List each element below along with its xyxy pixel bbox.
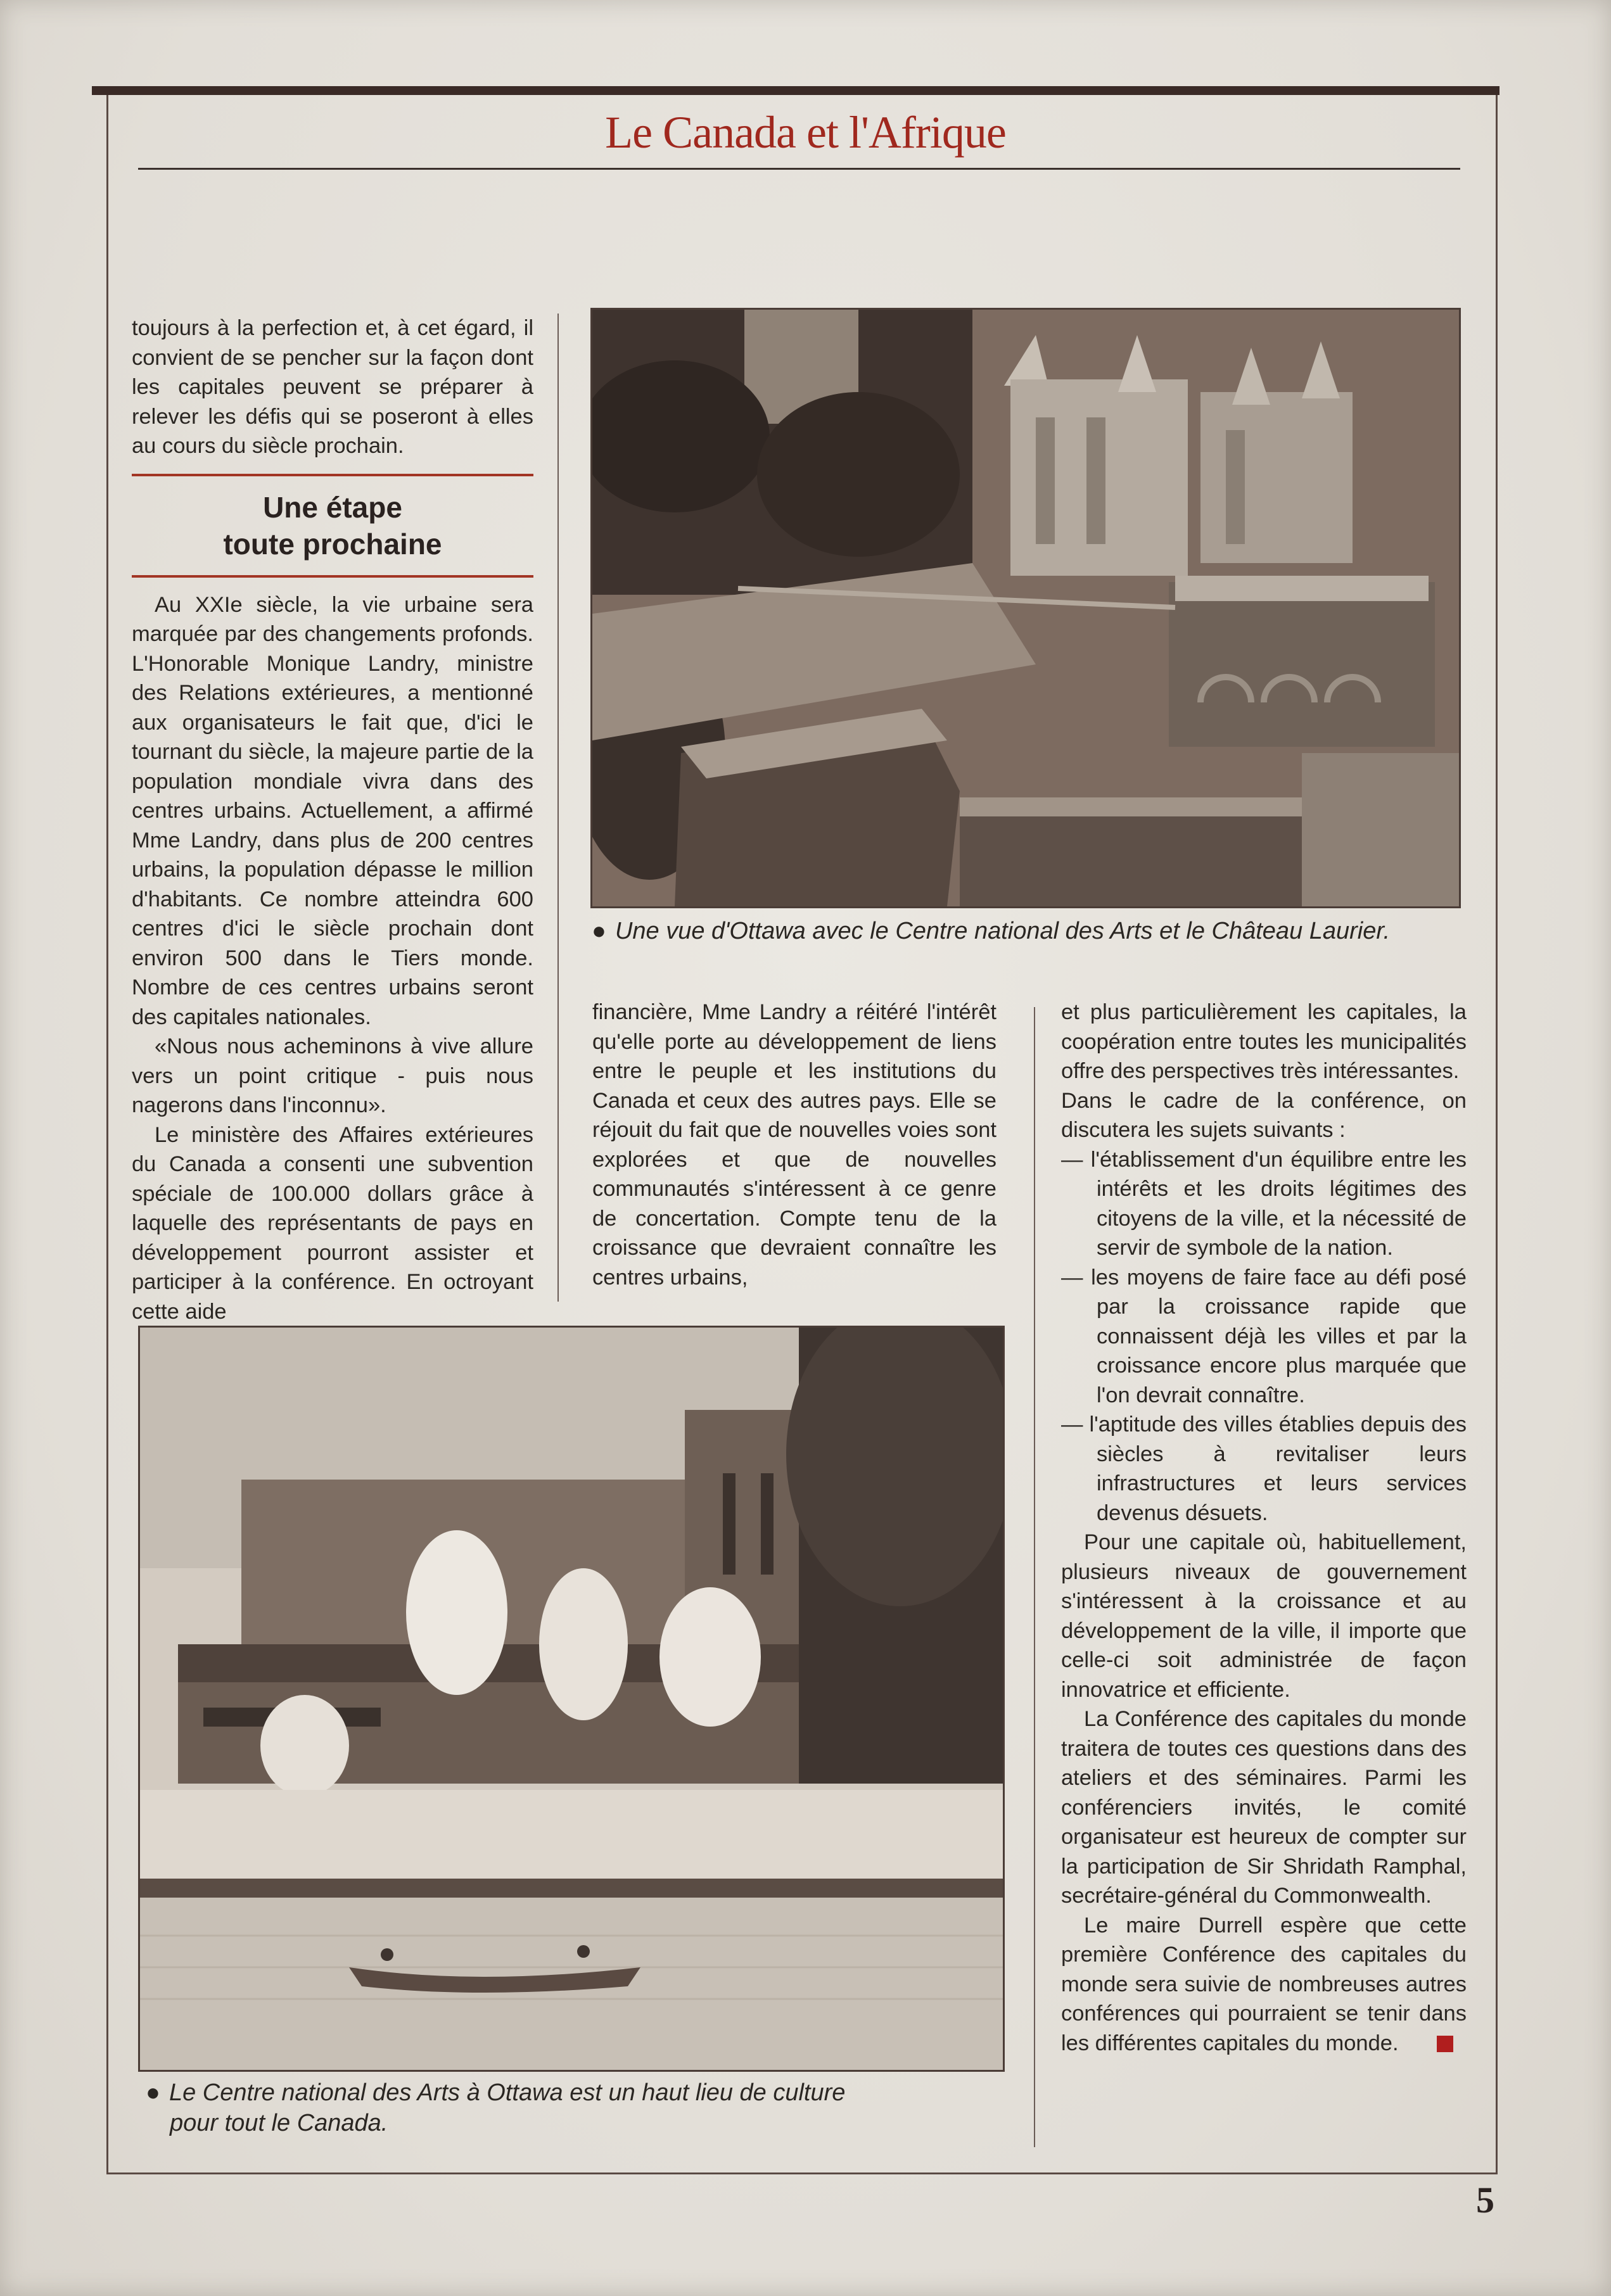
paragraph: et plus particulièrement les capitales, la coopération entre toutes les municipalités offre des perspectives très intéressantes. <box>1061 1000 1467 1083</box>
bullet-icon: ● <box>146 2079 160 2106</box>
topic-item: — les moyens de faire face au défi posé par la croissance rapide que connaissent déjà les villes et par la croissance encore plus marquée que l'on devrait connaître. <box>1061 1265 1467 1407</box>
column-3 <box>1061 998 1467 2058</box>
paragraph: Dans le cadre de la conférence, on discutera les sujets suivants : <box>1061 1088 1467 1142</box>
section-title-line-1: Une étape <box>263 490 402 524</box>
paragraph: La Conférence des capitales du monde traitera de toutes ces questions dans des ateliers et des séminaires. Parmi les conférenciers invités, le comité organisateur est heureux de compter sur la participation de Sir Shridath Ramphal, secrétaire-général du Commonwealth. <box>1061 1707 1467 1908</box>
photo2-caption-text-1: Le Centre national des Arts à Ottawa est un haut lieu de culture <box>169 2079 846 2106</box>
column-2 <box>592 998 997 1292</box>
photo2-caption <box>146 2077 1001 2138</box>
paragraph: «Nous nous acheminons à vive allure vers un point critique - puis nous nagerons dans l'inconnu». <box>132 1034 533 1117</box>
section-title <box>132 489 533 562</box>
bullet-icon: ● <box>592 918 606 944</box>
column-divider <box>557 314 559 1302</box>
ottawa-aerial-image <box>592 310 1459 906</box>
final-paragraph-text: Le maire Durrell espère que cette première Conférence des capitales du monde sera suivie de nombreuses autres conférences qui pourraient se tenir dans les différentes capitales du monde. <box>1061 1913 1467 2055</box>
section-title-line-2: toute prochaine <box>223 527 442 561</box>
photo-arts-centre <box>138 1326 1005 2072</box>
intro-paragraph: toujours à la perfection et, à cet égard, il convient de se pencher sur la façon dont les capitales peuvent se préparer à relever les défis qui se poseront à elles au cours du siècle prochain. <box>132 316 533 458</box>
section-rule-top <box>132 474 533 476</box>
paragraph: financière, Mme Landry a réitéré l'intérêt qu'elle porte au développement de liens entre le peuple et les institutions du Canada et ceux des autres pays. Elle se réjouit du fait que de nouvelles voies sont explorées et que de nouvelles communautés s'intéressent à ce genre de concertation. Compte tenu de la croissance que devraient connaître les centres urbains, <box>592 1000 997 1290</box>
top-rule <box>92 86 1500 95</box>
paragraph: Le ministère des Affaires extérieures du Canada a consenti une subvention spéciale de 100.000 dollars grâce à laquelle des représentants de pays en développement pourront assister et participer à la conférence. En octroyant cette aide <box>132 1122 533 1324</box>
photo-ottawa-aerial <box>590 308 1461 908</box>
photo2-caption-line-2: pour tout le Canada. <box>170 2110 388 2136</box>
end-mark-icon <box>1437 2036 1453 2052</box>
header-rule <box>138 168 1460 170</box>
photo1-caption-text: Une vue d'Ottawa avec le Centre national des Arts et le Château Laurier. <box>614 918 1391 944</box>
page-header-title: Le Canada et l'Afrique <box>605 107 1006 158</box>
topic-item: — l'aptitude des villes établies depuis des siècles à revitaliser leurs infrastructures et leurs services devenus désuets. <box>1061 1412 1467 1525</box>
photo1-caption <box>592 916 1453 946</box>
page-number: 5 <box>1476 2179 1494 2221</box>
paragraph: Au XXIe siècle, la vie urbaine sera marquée par des changements profonds. L'Honorable Monique Landry, ministre des Relations extérieures, a mentionné aux organisateurs le fait que, d'ici le tournant du siècle, la majeure partie de la population mondiale vivra dans des centres urbains. Actuellement, a affirmé Mme Landry, dans plus de 200 centres urbains, la population dépasse le million d'habitants. Ce nombre atteindra 600 centres d'ici le siècle prochain dont environ 500 dans le Tiers monde. Nombre de ces centres urbains seront des capitales nationales. <box>132 592 533 1029</box>
paragraph: Pour une capitale où, habituellement, plusieurs niveaux de gouvernement s'intéressent à la croissance et au développement de la ville, il importe que celle-ci soit administrée de façon innovatrice et efficiente. <box>1061 1530 1467 1702</box>
paragraph <box>1061 1911 1467 2058</box>
column-divider <box>1034 1007 1035 2147</box>
section-rule-bottom <box>132 575 533 578</box>
photo2-caption-line-1 <box>146 2077 1001 2108</box>
topic-item: — l'établissement d'un équilibre entre les intérêts et les droits légitimes des citoyens de la ville, et la nécessité de servir de symbole de la nation. <box>1061 1147 1467 1260</box>
column-1 <box>132 314 533 1326</box>
arts-centre-image <box>140 1328 1003 2070</box>
